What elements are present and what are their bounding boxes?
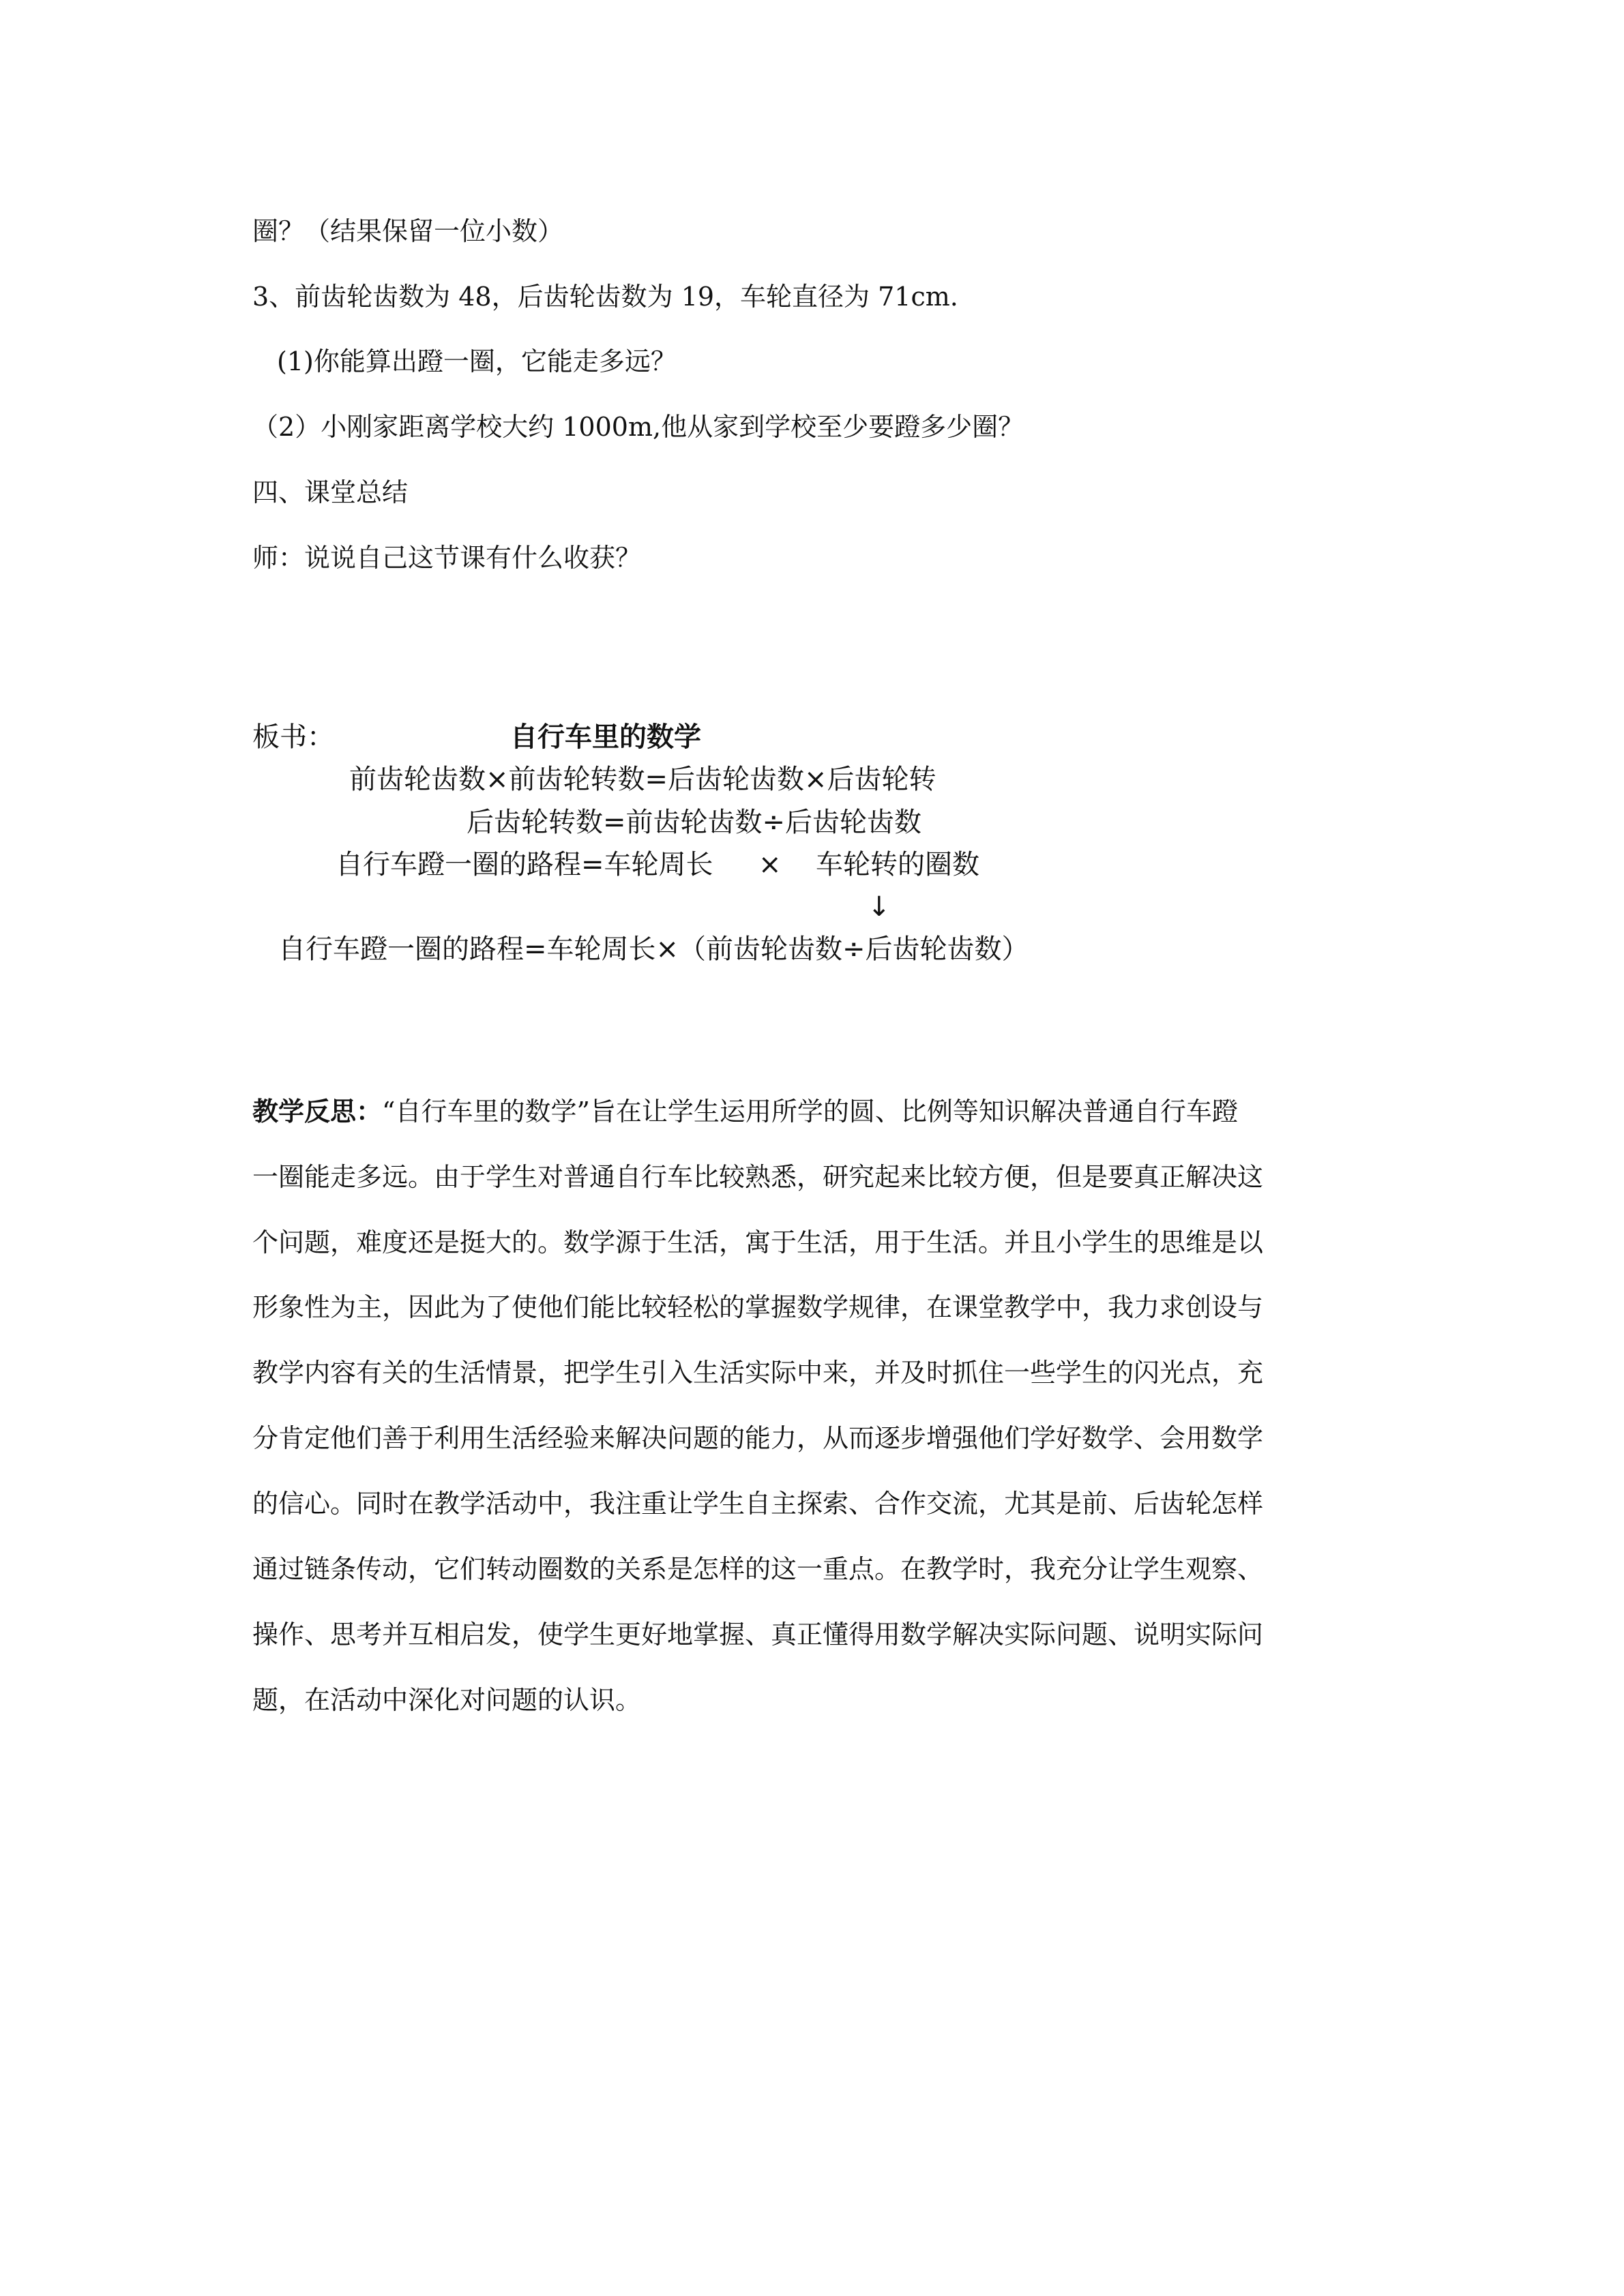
reflection-line: 一圈能走多远。由于学生对普通自行车比较熟悉，研究起来比较方便，但是要真正解决这 [252, 1162, 1264, 1192]
reflection-line: 个问题，难度还是挺大的。数学源于生活，寓于生活，用于生活。并且小学生的思维是以 [252, 1227, 1264, 1257]
blackboard-formula-1: 前齿轮齿数×前齿轮转数=后齿轮齿数×后齿轮转 [349, 764, 936, 795]
down-arrow-icon: ↓ [868, 891, 891, 923]
blackboard-formula-3-times: × [758, 849, 782, 880]
reflection-line: 通过链条传动，它们转动圈数的关系是怎样的这一重点。在教学时，我充分让学生观察、 [252, 1554, 1264, 1584]
reflection-line: 操作、思考并互相启发，使学生更好地掌握、真正懂得用数学解决实际问题、说明实际问 [252, 1620, 1264, 1650]
blackboard-formula-3-left: 自行车蹬一圈的路程=车轮周长 [336, 849, 713, 880]
blackboard-title: 自行车里的数学 [510, 721, 701, 753]
blackboard-formula-2: 后齿轮转数=前齿轮齿数÷后齿轮齿数 [467, 807, 922, 838]
reflection-line [252, 1094, 1238, 1129]
reflection-label: 教学反思： [252, 1096, 383, 1127]
exercise-line-continuation: 圈？（结果保留一位小数） [252, 216, 564, 246]
blackboard-formula-4: 自行车蹬一圈的路程=车轮周长×（前齿轮齿数÷后齿轮齿数） [278, 934, 1029, 965]
blackboard-formula-3-right: 车轮转的圈数 [816, 849, 979, 880]
exercise-3-question-2: （2）小刚家距离学校大约 1000m,他从家到学校至少要蹬多少圈？ [252, 412, 1024, 442]
exercise-3-question-1: (1)你能算出蹬一圈，它能走多远？ [277, 346, 677, 376]
reflection-line: 形象性为主，因此为了使他们能比较轻松的掌握数学规律，在课堂教学中，我力求创设与 [252, 1292, 1264, 1322]
reflection-line: 分肯定他们善于利用生活经验来解决问题的能力，从而逐步增强他们学好数学、会用数学 [252, 1423, 1264, 1453]
exercise-3-statement: 3、前齿轮齿数为 48，后齿轮齿数为 19，车轮直径为 71cm. [252, 282, 958, 312]
teacher-prompt: 师：说说自己这节课有什么收获？ [252, 543, 642, 573]
section-heading-summary: 四、课堂总结 [252, 477, 409, 507]
reflection-line: 题，在活动中深化对问题的认识。 [252, 1685, 642, 1715]
reflection-line: 的信心。同时在教学活动中，我注重让学生自主探索、合作交流，尤其是前、后齿轮怎样 [252, 1489, 1264, 1519]
reflection-text: “自行车里的数学”旨在让学生运用所学的圆、比例等知识解决普通自行车蹬 [382, 1097, 1238, 1127]
reflection-line: 教学内容有关的生活情景，把学生引入生活实际中来，并及时抓住一些学生的闪光点，充 [252, 1358, 1264, 1388]
blackboard-label: 板书： [252, 721, 334, 753]
